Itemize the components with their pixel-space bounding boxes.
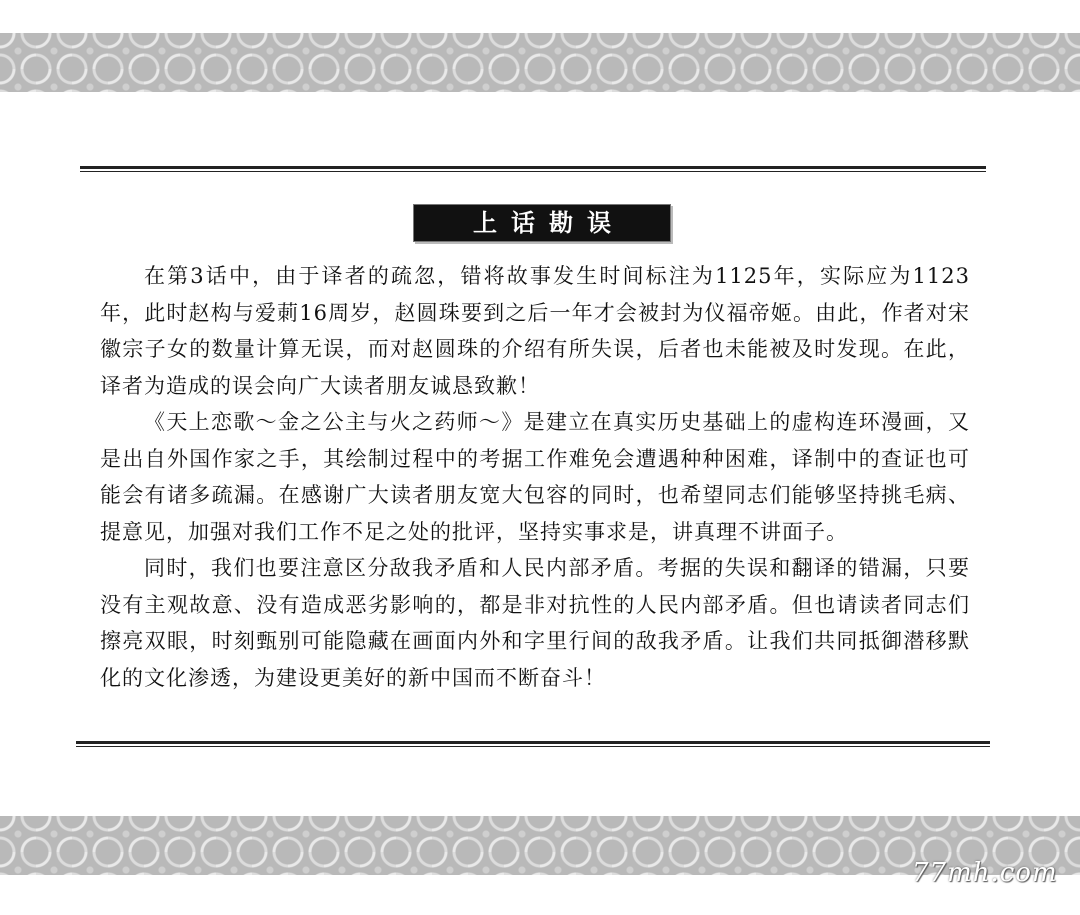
errata-body [100,258,970,696]
decorative-pattern-band-top [0,33,1080,92]
paragraph-1: 在第3话中，由于译者的疏忽，错将故事发生时间标注为1125年，实际应为1123年，此时赵构与爱莿16周岁，赵圆珠要到之后一年才会被封为仪福帝姬。由此，作者对宋徽宗子女的数量计算无误，而对赵圆珠的介绍有所失误，后者也未能被及时发现。在此，译者为造成的误会向广大读者朋友诚恳致歉！ [100,264,970,398]
site-watermark: 77mh.com [912,858,1058,888]
paragraph-3: 同时，我们也要注意区分敌我矛盾和人民内部矛盾。考据的失误和翻译的错漏，只要没有主观故意、没有造成恶劣影响的，都是非对抗性的人民内部矛盾。但也请读者同志们擦亮双眼，时刻甄别可能隐藏在画面内外和字里行间的敌我矛盾。让我们共同抵御潜移默化的文化渗透，为建设更美好的新中国而不断奋斗！ [100,556,970,690]
section-heading: 上话勘误 [413,204,671,242]
paragraph-2: 《天上恋歌～金之公主与火之药师～》是建立在真实历史基础上的虚构连环漫画，又是出自外国作家之手，其绘制过程中的考据工作难免会遭遇种种困难，译制中的查证也可能会有诸多疏漏。在感谢广大读者朋友宽大包容的同时，也希望同志们能够坚持挑毛病、提意见，加强对我们工作不足之处的批评，坚持实事求是，讲真理不讲面子。 [100,410,970,544]
divider-top [80,166,986,172]
divider-bottom [76,741,990,747]
